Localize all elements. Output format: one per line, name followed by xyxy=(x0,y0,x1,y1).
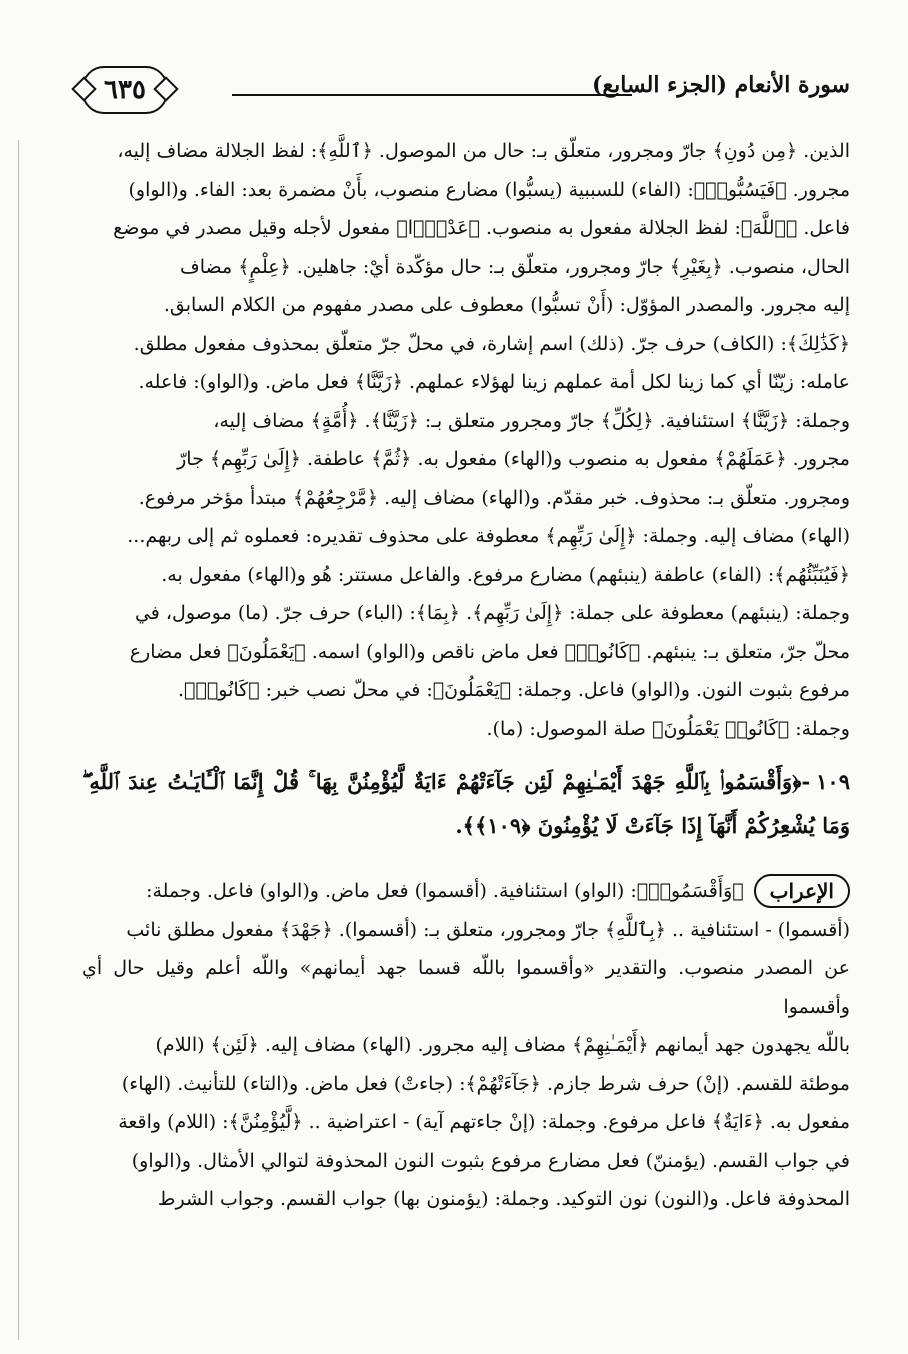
text-line: الذين. ﴿مِن دُونِ﴾ جارّ ومجرور، متعلّق بـ: حال من الموصول. ﴿ٱللَّهِ﴾: لفظ الجلالة مضاف إليه، xyxy=(117,140,850,162)
verse-text: -﴿وَأَقْسَمُوا۟ بِٱللَّهِ جَهْدَ أَيْمَـٰنِهِمْ لَئِن جَآءَتْهُمْ ءَايَةٌ لَّيُؤْمِنُنَّ بِهَا ۚ قُلْ إِنَّمَا ٱلْـَٔايَـٰتُ عِندَ ٱللَّهِ ۖ وَمَا يُشْعِرُكُمْ أَنَّهَآ إِذَا جَآءَتْ لَا يُؤْمِنُونَ ﴿١٠٩﴾﴾. xyxy=(82,769,850,838)
page-body xyxy=(82,132,850,1272)
commentary-top xyxy=(82,132,850,740)
text-line: موطئة للقسم. (إنْ) حرف شرط جازم. ﴿جَآءَتْهُمْ﴾: (جاءتْ) فعل ماض. و(التاء) للتأنيث. (الهاء) xyxy=(121,1072,850,1095)
text-line: عن المصدر منصوب. والتقدير «وأقسموا باللّه قسما جهد أيمانهم» واللّه أعلم وقيل حال أي وأقسموا xyxy=(82,957,850,1018)
text-line: مفعول به. ﴿ءَايَةٌ﴾ فاعل مرفوع. وجملة: (إنْ جاءتهم آية) - اعتراضية .. ﴿لَّيُؤْمِنُنَّ﴾: (اللام) واقعة xyxy=(118,1111,850,1133)
text-line: وجملة: (ينبئهم) معطوفة على جملة: ﴿إِلَىٰ رَبِّهِم﴾. ﴿بِمَا﴾: (الباء) حرف جرّ. (ما) موصول، في xyxy=(134,602,850,624)
text-line: المحذوفة فاعل. و(النون) نون التوكيد. وجملة: (يؤمنون بها) جواب القسم. وجواب الشرط xyxy=(157,1188,850,1210)
text-line: عامله: زيّنّا أي كما زينا لكل أمة عملهم زينا لهؤلاء عملهم. ﴿زَيَّنَّا﴾ فعل ماض. و(الواو): فاعله. xyxy=(138,371,850,393)
scan-margin-line xyxy=(18,140,19,1340)
page-number: ٦٣٥ xyxy=(82,66,168,114)
text-line: وجملة: ﴿زَيَّنَّا﴾ استئنافية. ﴿لِكُلِّ﴾ جارّ ومجرور متعلق بـ: ﴿زَيَّنَّا﴾. ﴿أُمَّةٍ﴾ مضاف إليه، xyxy=(213,409,850,432)
text-line: ﴿فَيُنَبِّئُهُم﴾: (الفاء) عاطفة (ينبئهم) مضارع مرفوع. والفاعل مستتر: هُو و(الهاء) مفعول به. xyxy=(161,563,850,586)
irab-section xyxy=(82,872,850,1272)
irab-badge: الإعراب xyxy=(754,874,850,908)
quran-verse xyxy=(82,760,850,856)
text-line: باللّه يجهدون جهد أيمانهم ﴿أَيْمَـٰنِهِمْ﴾ مضاف إليه مجرور. (الهاء) مضاف إليه. ﴿لَئِن﴾ (اللام) xyxy=(155,1034,850,1056)
text-line: مجرور. ﴿عَمَلَهُمْ﴾ مفعول به منصوب و(الهاء) مفعول به. ﴿ثُمَّ﴾ عاطفة. ﴿إِلَىٰ رَبِّهِم﴾ جارّ xyxy=(177,448,850,470)
page-header xyxy=(82,60,850,122)
text-line: ومجرور. متعلّق بـ: محذوف. خبر مقدّم. و(الهاء) مضاف إليه. ﴿مَّرْجِعُهُمْ﴾ مبتدأ مؤخر مرفوع. xyxy=(138,486,850,509)
text-line: ﴿كَذَٰلِكَ﴾: (الكاف) حرف جرّ. (ذلك) اسم إشارة، في محلّ جرّ متعلّق بمحذوف مفعول مطلق. xyxy=(133,332,850,355)
header-rule xyxy=(232,94,632,96)
irab-text xyxy=(82,872,850,1219)
text-line: الحال، منصوب. ﴿بِغَيْرِ﴾ جارّ ومجرور، متعلّق بـ: حال مؤكّدة أيْ: جاهلين. ﴿عِلْمٍ﴾ مضاف xyxy=(180,255,850,278)
surah-title: سورة الأنعام (الجزء السابع) xyxy=(592,72,850,98)
text-line: مجرور. ﴿فَيَسُبُّوا۟﴾: (الفاء) للسببية (يسبُّوا) مضارع منصوب، بأَنْ مضمرة بعد: الفاء. و(الواو) xyxy=(128,178,850,201)
verse-number: ١٠٩ xyxy=(816,769,850,794)
text-line: وجملة: ﴿كَانُوا۟ يَعْمَلُونَ﴾ صلة الموصول: (ما). xyxy=(486,717,850,740)
text-line: (الهاء) مضاف إليه. وجملة: ﴿إِلَىٰ رَبِّهِم﴾ معطوفة على محذوف تقديره: فعملوه ثم إلى ربهم... xyxy=(127,525,850,547)
text-line: محلّ جرّ، متعلق بـ: ينبئهم. ﴿كَانُوا۟﴾ فعل ماض ناقص و(الواو) اسمه. ﴿يَعْمَلُونَ﴾ فعل مضارع xyxy=(129,640,850,663)
text-line: (أقسموا) - استئنافية .. ﴿بِٱللَّهِ﴾ جارّ ومجرور، متعلق بـ: (أقسموا). ﴿جَهْدَ﴾ مفعول مطلق نائب xyxy=(126,918,850,941)
text-line: فاعل. ﴿ٱللَّهَ﴾: لفظ الجلالة مفعول به منصوب. ﴿عَدْوًۢا﴾ مفعول لأجله وقيل مصدر في موضع xyxy=(113,217,850,239)
text-line: إليه مجرور. والمصدر المؤوّل: (أَنْ تسبُّوا) معطوف على مصدر مفهوم من الكلام السابق. xyxy=(163,294,850,316)
text-line: مرفوع بثبوت النون. و(الواو) فاعل. وجملة: ﴿يَعْمَلُونَ﴾: في محلّ نصب خبر: ﴿كَانُوا۟﴾. xyxy=(178,679,850,701)
text-line: في جواب القسم. (يؤمننّ) فعل مضارع مرفوع بثبوت النون المحذوفة لتوالي الأمثال. و(الواو) xyxy=(131,1149,850,1172)
text-line: ﴿وَأَقْسَمُوا۟﴾: (الواو) استئنافية. (أقسموا) فعل ماض. و(الواو) فاعل. وجملة: xyxy=(146,880,744,902)
